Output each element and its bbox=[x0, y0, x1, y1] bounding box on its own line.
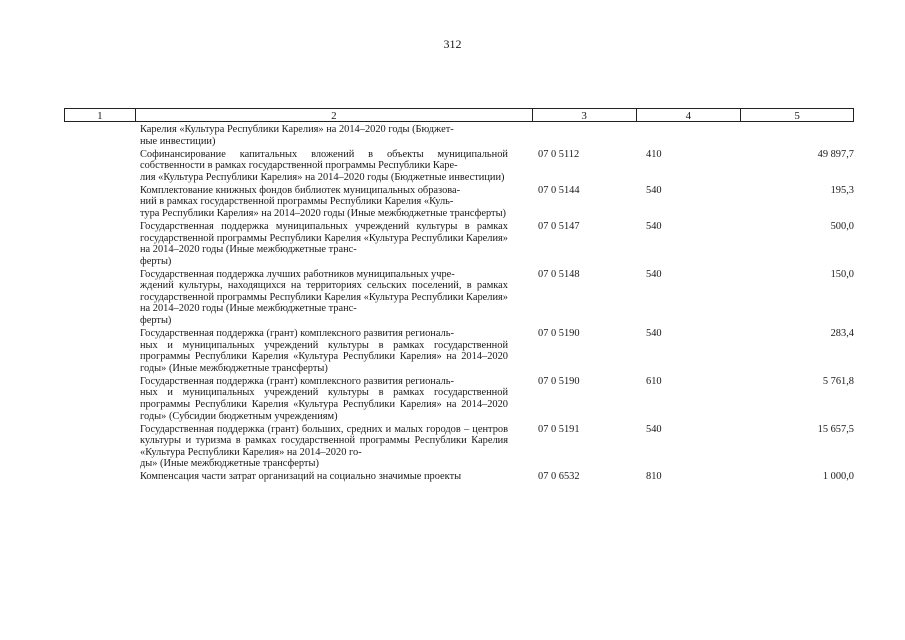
row-code: 07 0 5144 bbox=[538, 184, 580, 196]
row-name: Софинансирование капитальных вложений в объекты муниципальной собственности в рамках государственной программы Республики Каре- лия «Культура Республики Карелия» на 2014–2020 годы (Бюджетные инвестиции) bbox=[140, 148, 508, 183]
row-code: 07 0 5148 bbox=[538, 268, 580, 280]
row-type: 610 bbox=[646, 375, 662, 387]
table-row bbox=[64, 149, 854, 184]
row-type: 540 bbox=[646, 328, 662, 340]
table-row bbox=[64, 185, 854, 220]
row-code: 07 0 5190 bbox=[538, 375, 580, 387]
table-row bbox=[64, 328, 854, 374]
row-amount: 195,3 bbox=[830, 184, 854, 196]
row-name: Государственная поддержка (грант) больших, средних и малых городов – центров культуры и туризма в рамках государственной программы Республики Карелия «Культура Республики Карелия» на 2014–2020 го- ды» (Иные межбюджетные трансферты) bbox=[140, 423, 508, 470]
row-amount: 49 897,7 bbox=[817, 148, 854, 160]
table-row bbox=[64, 221, 854, 267]
row-amount: 283,4 bbox=[830, 328, 854, 340]
table-body bbox=[64, 124, 854, 483]
row-name: Государственная поддержка (грант) комплексного развития региональ- ных и муниципальных учреждений культуры в рамках государственной программы Республики Карелия «Культура Республики Карелия» на 2014–2020 годы» (Субсидии бюджетным учреждениям) bbox=[140, 375, 508, 422]
row-type: 540 bbox=[646, 184, 662, 196]
row-amount: 5 761,8 bbox=[822, 375, 854, 387]
column-header-1: 1 bbox=[97, 110, 103, 122]
row-type: 540 bbox=[646, 423, 662, 435]
table-row bbox=[64, 471, 854, 483]
row-code: 07 0 5191 bbox=[538, 423, 580, 435]
row-amount: 500,0 bbox=[830, 220, 854, 232]
column-header-2: 2 bbox=[135, 109, 532, 121]
row-code: 07 0 5147 bbox=[538, 220, 580, 232]
table-row bbox=[64, 376, 854, 422]
page-number: 312 bbox=[443, 37, 462, 51]
row-name: Государственная поддержка лучших работников муниципальных учре- ждений культуры, находящихся на территориях сельских поселений, в рамках государственной программы Республики Карелия «Культура Республики Карелия» на 2014–2020 годы (Иные межбюджетные транс- ферты) bbox=[140, 268, 508, 327]
column-header-3: 3 bbox=[532, 109, 636, 121]
table-header-row bbox=[64, 108, 854, 122]
table-row bbox=[64, 124, 854, 147]
row-type: 540 bbox=[646, 220, 662, 232]
budget-table bbox=[64, 108, 854, 484]
row-name: Комплектование книжных фондов библиотек муниципальных образова- ний в рамках государственной программы Республики Карелия «Куль- тура Республики Карелия» на 2014–2020 годы (Иные межбюджетные трансферты) bbox=[140, 184, 507, 219]
row-name: Компенсация части затрат организаций на социально значимые проекты bbox=[140, 471, 462, 483]
row-name: Государственная поддержка муниципальных учреждений культуры в рамках государственной программы Республики Карелия «Культура Республики Карелия» на 2014–2020 годы (Иные межбюджетные транс- ферты) bbox=[140, 220, 508, 267]
row-amount: 15 657,5 bbox=[817, 423, 854, 435]
row-code: 07 0 5112 bbox=[538, 148, 580, 160]
row-code bbox=[508, 124, 622, 147]
table-row bbox=[64, 269, 854, 327]
row-amount: 150,0 bbox=[830, 268, 854, 280]
table-row bbox=[64, 424, 854, 470]
row-type: 810 bbox=[646, 471, 662, 483]
row-code: 07 0 6532 bbox=[538, 471, 580, 483]
row-type: 410 bbox=[646, 148, 662, 160]
row-name: Карелия «Культура Республики Карелия» на 2014–2020 годы (Бюджет- ные инвестиции) bbox=[140, 124, 454, 147]
column-header-4: 4 bbox=[636, 109, 741, 121]
column-header-5: 5 bbox=[740, 109, 853, 121]
row-type bbox=[622, 124, 706, 147]
row-amount: 1 000,0 bbox=[822, 471, 854, 483]
row-amount bbox=[706, 124, 854, 147]
row-code: 07 0 5190 bbox=[538, 328, 580, 340]
row-name: Государственная поддержка (грант) комплексного развития региональ- ных и муниципальных учреждений культуры в рамках государственной программы Республики Карелия «Культура Республики Карелия» на 2014–2020 годы» (Иные межбюджетные трансферты) bbox=[140, 328, 508, 374]
row-type: 540 bbox=[646, 268, 662, 280]
